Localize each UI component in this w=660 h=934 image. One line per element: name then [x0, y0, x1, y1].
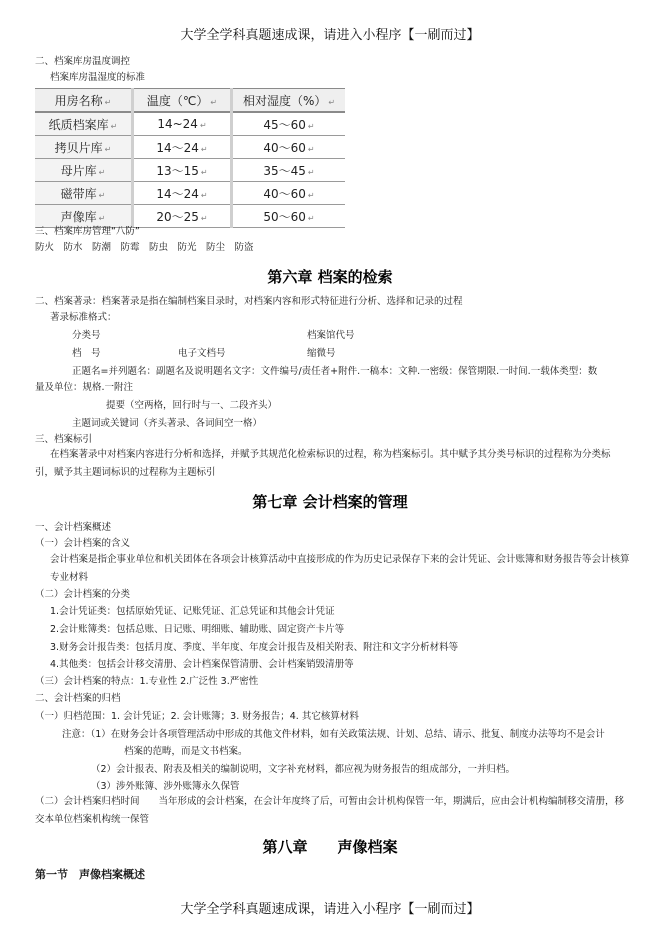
table-row	[35, 136, 345, 159]
table-row	[35, 182, 345, 205]
table-cell: 40～60 ↵	[232, 136, 346, 159]
table-header-cell: 相对湿度（%） ↵	[232, 89, 346, 113]
ch7-class-item-4: 4.其他类：包括会计移交清册、会计档案保管清册、会计档案销毁清册等	[50, 659, 354, 670]
ch7-note-3: （3）涉外账簿、涉外账簿永久保管	[91, 781, 240, 792]
ch7-class-item-1: 1.会计凭证类：包括原始凭证、记账凭证、汇总凭证和其他会计凭证	[50, 606, 335, 617]
ch7-note-1: 注意：（1）在财务会计各项管理活动中形成的其他文件材料，如有关政策法规、计划、总结、请示、批复、制度办法等均不是会计	[62, 729, 605, 740]
table-cell: 14～24 ↵	[133, 182, 232, 205]
storage-subheading: 档案库房温湿度的标准	[50, 72, 146, 83]
ch7-filing-time: （二）会计档案归档时间 当年形成的会计档案，在会计年度终了后，可暂由会计机构保管一年，期满后，应由会计机构编制移交清册，移交本单位档案机构统一保管	[35, 796, 625, 825]
eight-prevention-items: 防火 防水 防潮 防霉 防虫 防光 防尘 防盗	[35, 242, 254, 253]
table-row	[35, 159, 345, 182]
header-banner: 大学全学科真题速成课，请进入小程序【一刷而过】	[180, 28, 480, 43]
table-cell: 35～45 ↵	[232, 159, 346, 182]
chapter-8-title: 第八章 声像档案	[262, 838, 398, 856]
ch8-section-1-heading: 第一节 声像档案概述	[35, 868, 145, 881]
table-cell: 母片库 ↵	[35, 159, 133, 182]
eight-prevention-heading: 三、档案库房管理“八防”	[35, 226, 140, 237]
ch6-indexing-paragraph: 在档案著录中对档案内容进行分析和选择，并赋予其规范化检索标识的过程，称为档案标引。其中赋予其分类号标识的过程称为分类标引，赋予其主题词标识的过程称为主题标引	[35, 449, 611, 478]
ch6-catalog-definition: 二、档案著录：档案著录是指在编制档案目录时，对档案内容和形式特征进行分析、选择和记录的过程	[35, 296, 463, 307]
table-cell: 13～15 ↵	[133, 159, 232, 182]
ch7-class-item-2: 2.会计账簿类：包括总账、日记账、明细账、辅助账、固定资产卡片等	[50, 624, 345, 635]
ch7-meaning-paragraph: 会计档案是指企事业单位和机关团体在各项会计核算活动中直接形成的作为历史记录保存下来的会计凭证、会计账簿和财务报告等会计核算专业材料	[50, 554, 630, 583]
table-row	[35, 205, 345, 228]
table-cell: 纸质档案库 ↵	[35, 112, 133, 136]
table-cell: 45～60 ↵	[232, 112, 346, 136]
table-cell: 声像库 ↵	[35, 205, 133, 228]
ch7-note-1-continued: 档案的范畴，而是文书档案。	[124, 746, 248, 757]
ch7-filing-scope: （一）归档范围：1. 会计凭证；2. 会计账簿；3. 财务报告；4. 其它核算材料	[35, 711, 359, 722]
table-header-cell: 用房名称 ↵	[35, 89, 133, 113]
ch6-format-label: 著录标准格式：	[50, 312, 117, 323]
ch7-overview-heading: 一、会计档案概述	[35, 522, 112, 533]
ch6-format-class-number: 分类号	[72, 330, 101, 341]
chapter-7-title: 第七章 会计档案的管理	[252, 493, 408, 511]
ch6-format-abstract: 提要（空两格，回行时与一、二段齐头）	[106, 400, 278, 411]
ch6-format-edoc-number: 电子文档号	[178, 348, 226, 359]
ch7-note-2: （2）会计报表、附表及相关的编制说明，文字补充材料，都应视为财务报告的组成部分，一并归档。	[91, 764, 516, 775]
ch6-indexing-heading: 三、档案标引	[35, 434, 93, 445]
ch7-class-item-3: 3.财务会计报告类：包括月度、季度、半年度、年度会计报告及相关附表、附注和文字分析材料等	[50, 642, 459, 653]
storage-heading: 二、档案库房温度调控	[35, 56, 131, 67]
table-cell: 14～24 ↵	[133, 136, 232, 159]
table-header-row	[35, 89, 345, 113]
ch6-format-title-line-2: 量及单位：规格.一附注	[35, 382, 134, 393]
ch6-format-file-number: 档 号	[72, 348, 101, 359]
table-cell: 40～60 ↵	[232, 182, 346, 205]
ch6-format-microfilm-number: 缩微号	[307, 348, 336, 359]
ch7-filing-heading: 二、会计档案的归档	[35, 693, 121, 704]
ch7-meaning-heading: （一）会计档案的含义	[35, 538, 131, 549]
table-header-cell: 温度（℃） ↵	[133, 89, 232, 113]
table-cell: 磁带库 ↵	[35, 182, 133, 205]
chapter-6-title: 第六章 档案的检索	[267, 268, 393, 286]
ch6-format-title-line: 正题名=并列题名：副题名及说明题名文字：文件编号/责任者+附件.一稿本：文种.一密级：保管期限.一时间.一载体类型：数	[72, 366, 598, 377]
ch6-format-keywords: 主题词或关键词（齐头著录、各词间空一格）	[72, 418, 263, 429]
footer-banner: 大学全学科真题速成课，请进入小程序【一刷而过】	[180, 902, 480, 917]
table-cell: 20～25 ↵	[133, 205, 232, 228]
table-cell: 14~24 ↵	[133, 112, 232, 136]
table-cell: 拷贝片库 ↵	[35, 136, 133, 159]
table-cell: 50～60 ↵	[232, 205, 346, 228]
table-row	[35, 112, 345, 136]
ch7-classification-heading: （二）会计档案的分类	[35, 589, 131, 600]
ch6-format-archive-code: 档案馆代号	[307, 330, 355, 341]
temperature-humidity-table	[35, 88, 345, 228]
ch7-features: （三）会计档案的特点：1.专业性 2.广泛性 3.严密性	[35, 676, 259, 687]
